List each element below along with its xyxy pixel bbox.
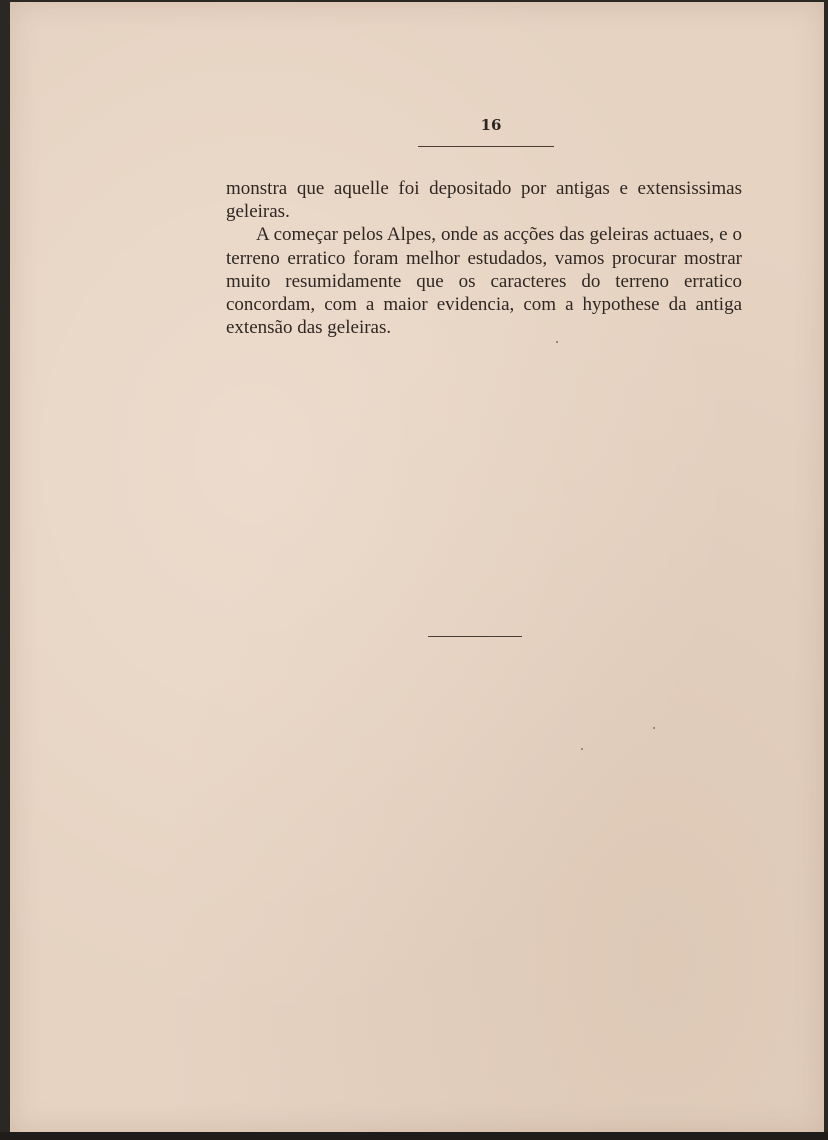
page-number: 16 — [480, 116, 502, 134]
scan-bottom-edge — [0, 1132, 828, 1140]
paper-speck — [556, 341, 558, 343]
document-page — [10, 2, 824, 1132]
header-rule — [418, 146, 554, 147]
paper-speck — [653, 727, 655, 729]
paragraph-alps: A começar pelos Alpes, onde as acções das geleiras actuaes, e o terreno erratico foram melhor estudados, vamos procurar mostrar muito resumidamente que os caracteres do terreno erratico concordam, com a maior evidencia, com a hypothese da antiga extensão das geleiras. — [226, 224, 742, 339]
paragraph-continuation: monstra que aquelle foi depositado por antigas e extensissimas geleiras. — [226, 178, 742, 223]
body-text — [226, 177, 742, 339]
section-end-rule — [428, 636, 522, 637]
paper-speck — [581, 748, 583, 750]
